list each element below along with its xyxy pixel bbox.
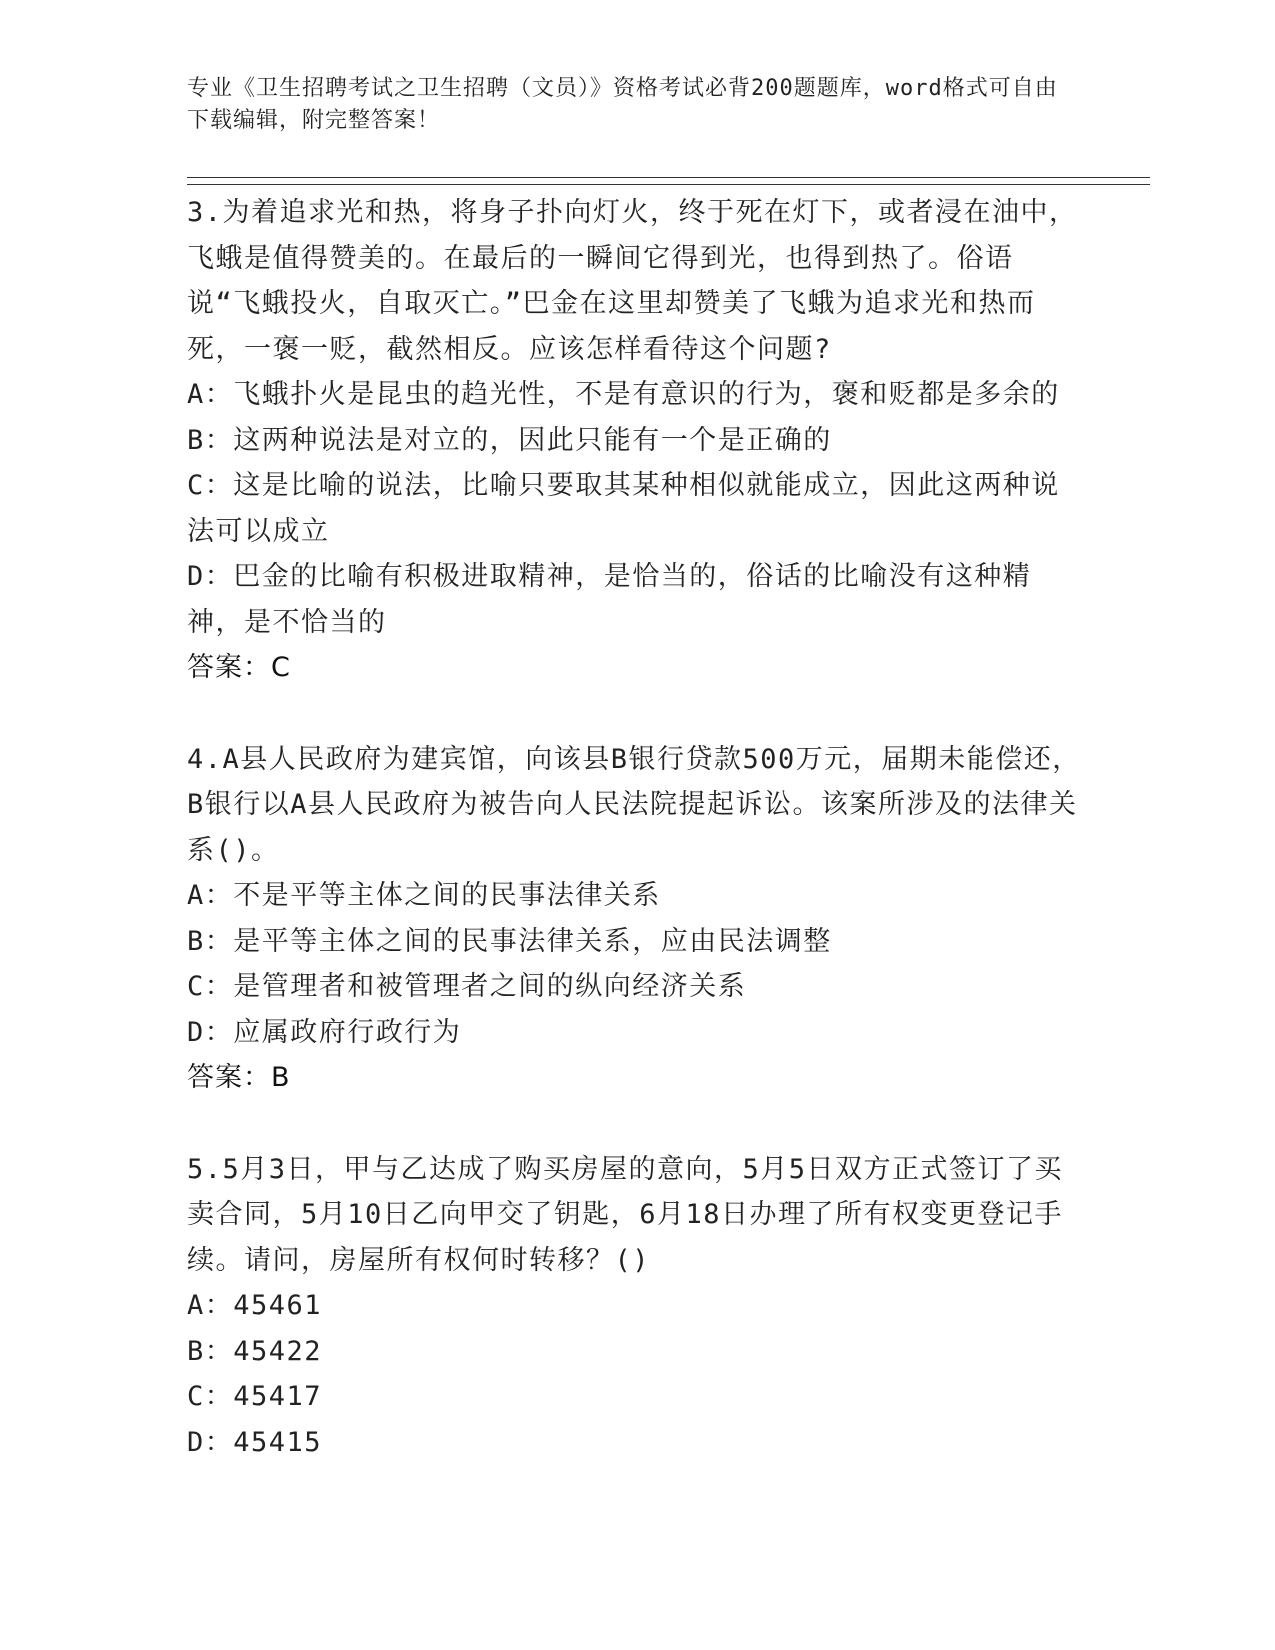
question-stem: 4.A县人民政府为建宾馆，向该县B银行贷款500万元，届期未能偿还，B银行以A县人民政府为被告向人民法院提起诉讼。该案所涉及的法律关系()。	[187, 743, 1081, 866]
answer-label: 答案：B	[187, 1062, 291, 1093]
option-a: A：不是平等主体之间的民事法律关系	[187, 880, 661, 911]
option-d: D：应属政府行政行为	[187, 1016, 462, 1048]
option-b: B：是平等主体之间的民事法律关系，应由民法调整	[187, 925, 832, 957]
option-c: C：这是比喻的说法，比喻只要取其某种相似就能成立，因此这两种说法可以成立	[187, 470, 1060, 547]
question-4	[187, 737, 1087, 1101]
question-stem: 3.为着追求光和热，将身子扑向灯火，终于死在灯下，或者浸在油中，飞蛾是值得赞美的。在最后的一瞬间它得到光，也得到热了。俗语说“飞蛾投火，自取灭亡。”巴金在这里却赞美了飞蛾为追求光和热而死，一褒一贬，截然相反。应该怎样看待这个问题?	[187, 197, 1078, 365]
option-d: D：巴金的比喻有积极进取精神，是恰当的，俗话的比喻没有这种精神，是不恰当的	[187, 561, 1032, 638]
answer-label: 答案：C	[187, 652, 291, 683]
option-d: D：45415	[187, 1426, 323, 1458]
question-3	[187, 190, 1087, 691]
option-a: A：45461	[187, 1290, 323, 1321]
option-c: C：是管理者和被管理者之间的纵向经济关系	[187, 971, 747, 1002]
header-divider	[187, 177, 1150, 185]
option-a: A：飞蛾扑火是昆虫的趋光性，不是有意识的行为，褒和贬都是多余的	[187, 379, 1060, 410]
question-stem: 5.5月3日，甲与乙达成了购买房屋的意向，5月5日双方正式签订了买卖合同，5月10日乙向甲交了钥匙，6月18日办理了所有权变更登记手续。请问，房屋所有权何时转移？()	[187, 1153, 1064, 1276]
question-list	[187, 190, 1087, 1465]
option-b: B：45422	[187, 1335, 323, 1367]
option-c: C：45417	[187, 1381, 323, 1412]
option-b: B：这两种说法是对立的，因此只能有一个是正确的	[187, 424, 832, 456]
question-5	[187, 1147, 1087, 1466]
page-header: 专业《卫生招聘考试之卫生招聘（文员）》资格考试必背200题题库，word格式可自由下载编辑，附完整答案！	[187, 76, 1058, 133]
